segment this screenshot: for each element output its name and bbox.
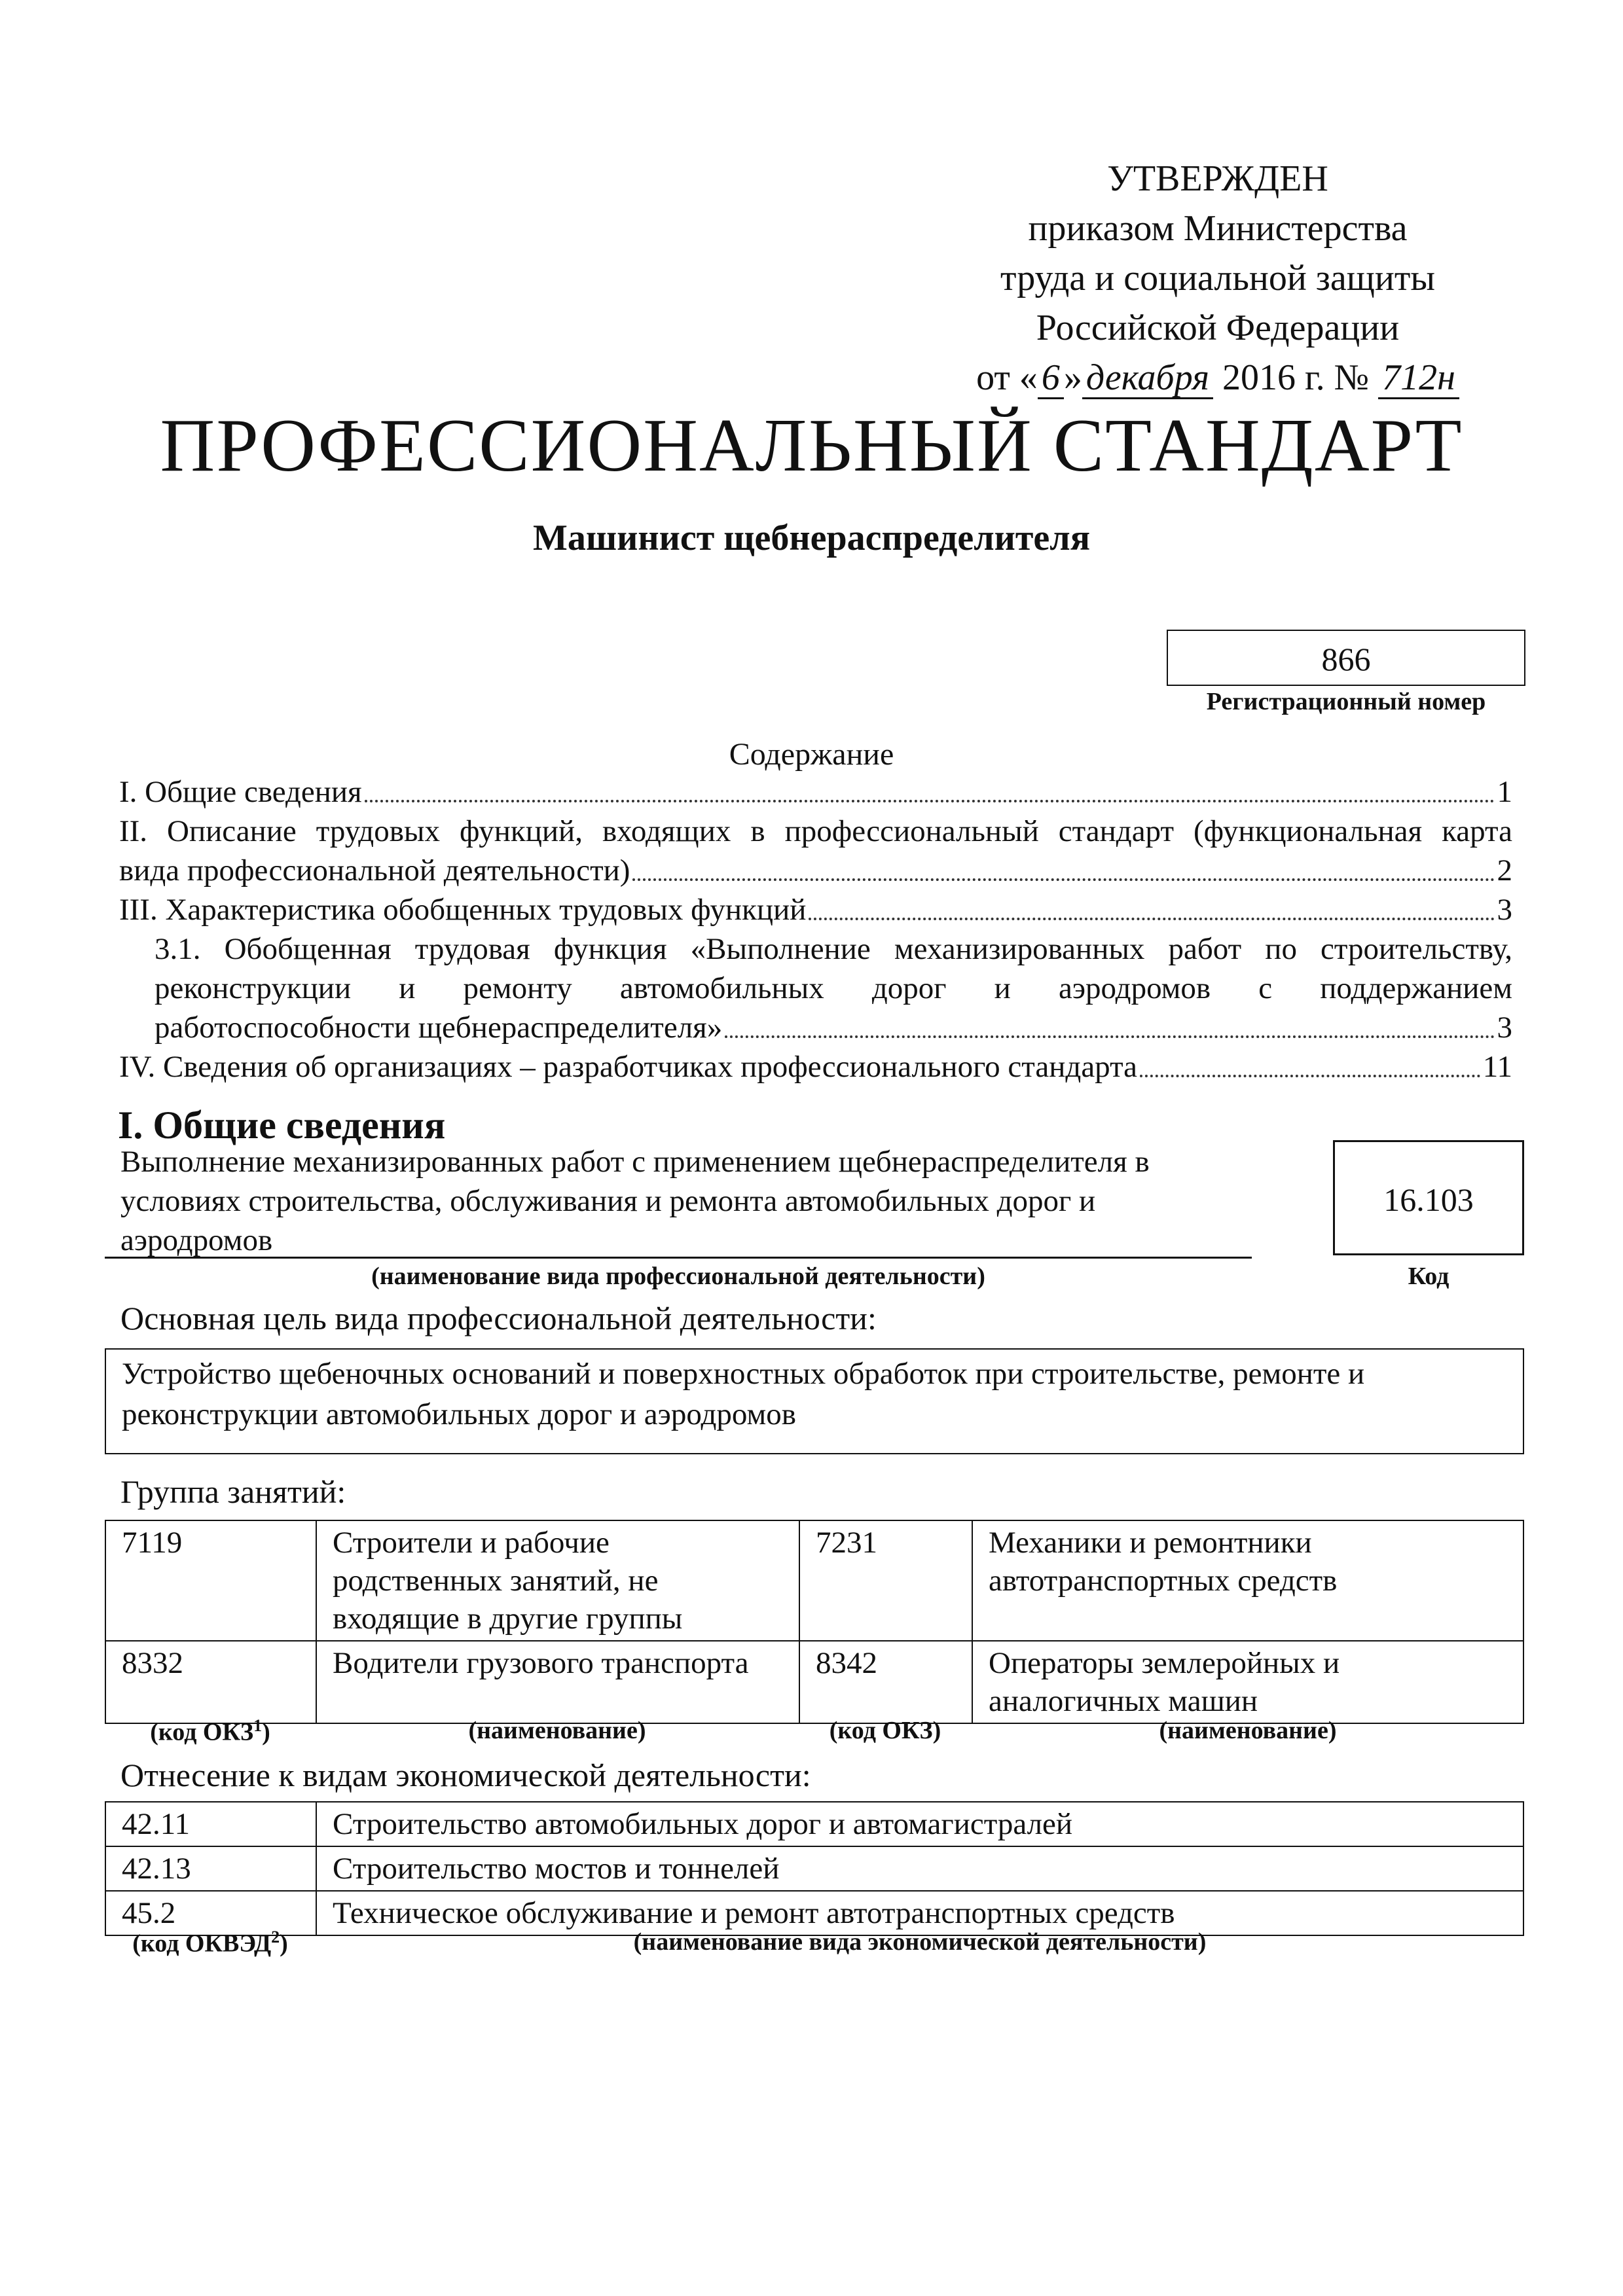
document-title: ПРОФЕССИОНАЛЬНЫЙ СТАНДАРТ bbox=[160, 404, 1463, 488]
cell-line: Водители грузового транспорта bbox=[333, 1646, 749, 1680]
toc-entry[interactable] bbox=[119, 851, 1512, 890]
caption-text: ) bbox=[280, 1929, 288, 1958]
activity-line: аэродромов bbox=[120, 1223, 273, 1257]
toc-entry-page: 3 bbox=[1497, 893, 1512, 927]
okz-code-cell: 7231 bbox=[799, 1520, 972, 1641]
occupation-name-cell bbox=[316, 1641, 799, 1723]
name-caption: (наименование) bbox=[1159, 1717, 1337, 1744]
toc-leader bbox=[632, 878, 1494, 881]
table-of-contents bbox=[119, 772, 1512, 1086]
occupation-name-cell bbox=[972, 1641, 1523, 1723]
cell-line: родственных занятий, не bbox=[333, 1564, 659, 1598]
approval-block bbox=[969, 154, 1467, 403]
toc-entry[interactable] bbox=[119, 1008, 1512, 1047]
okved-code-cell: 42.13 bbox=[105, 1846, 316, 1891]
goal-box bbox=[105, 1348, 1524, 1454]
approval-line: приказом Министерства bbox=[1028, 208, 1408, 249]
okz-code-cell: 8342 bbox=[799, 1641, 972, 1723]
toc-leader bbox=[1140, 1075, 1480, 1077]
approval-month: декабря bbox=[1082, 358, 1213, 399]
table-row bbox=[105, 1520, 1523, 1641]
toc-entry-text: IV. Сведения об организациях – разработчиках профессионального стандарта bbox=[119, 1050, 1138, 1084]
activity-code-box: 16.103 bbox=[1333, 1140, 1524, 1255]
table-row bbox=[105, 1802, 1523, 1846]
cell-line: Механики и ремонтники bbox=[989, 1526, 1312, 1560]
caption-text: ) bbox=[262, 1718, 270, 1746]
table-row bbox=[105, 1641, 1523, 1723]
okved-code-caption bbox=[105, 1928, 316, 1958]
cell-line: Строители и рабочие bbox=[333, 1526, 610, 1560]
approval-year: 2016 г. № bbox=[1222, 357, 1370, 398]
approval-mid: » bbox=[1063, 357, 1082, 398]
toc-entry-text[interactable]: II. Описание трудовых функций, входящих в профессиональный стандарт (функциональная карта bbox=[119, 814, 1512, 848]
toc-entry-page: 1 bbox=[1497, 775, 1512, 809]
toc-entry-text[interactable]: реконструкции и ремонту автомобильных дорог и аэродромов с поддержанием bbox=[155, 971, 1512, 1005]
cell-line: аналогичных машин bbox=[989, 1684, 1258, 1718]
toc-entry-text[interactable]: 3.1. Обобщенная трудовая функция «Выполнение механизированных работ по строительству, bbox=[155, 932, 1512, 966]
toc-entry-text: вида профессиональной деятельности) bbox=[119, 853, 630, 888]
footnote-mark[interactable]: 2 bbox=[271, 1928, 280, 1946]
okz-code-cell: 7119 bbox=[105, 1520, 316, 1641]
goal-label: Основная цель вида профессиональной деятельности: bbox=[120, 1300, 877, 1336]
okved-name-cell: Техническое обслуживание и ремонт автотранспортных средств bbox=[316, 1891, 1523, 1935]
okved-code-cell: 42.11 bbox=[105, 1802, 316, 1846]
caption-text: (код ОКЗ bbox=[150, 1718, 254, 1746]
toc-entry-text: I. Общие сведения bbox=[119, 775, 362, 809]
registration-number-label: Регистрационный номер bbox=[1206, 688, 1486, 715]
activity-caption: (наименование вида профессиональной деятельности) bbox=[371, 1263, 985, 1290]
okved-code-cell: 45.2 bbox=[105, 1891, 316, 1935]
toc-entry-page: 3 bbox=[1497, 1011, 1512, 1045]
toc-entry-page: 2 bbox=[1497, 853, 1512, 888]
cell-line: Операторы землеройных и bbox=[989, 1646, 1340, 1680]
cell-line: автотранспортных средств bbox=[989, 1564, 1338, 1598]
occupation-name-cell bbox=[316, 1520, 799, 1641]
okved-label: Отнесение к видам экономической деятельности: bbox=[120, 1757, 811, 1793]
section-title: I. Общие сведения bbox=[118, 1103, 446, 1147]
occupation-group-label: Группа занятий: bbox=[120, 1473, 346, 1510]
cell-line: входящие в другие группы bbox=[333, 1602, 683, 1636]
activity-line: условиях строительства, обслуживания и ремонта автомобильных дорог и bbox=[120, 1184, 1096, 1218]
okz-code-caption: (код ОКЗ) bbox=[829, 1717, 941, 1744]
caption-text: (код ОКВЭД bbox=[132, 1929, 272, 1958]
document-subtitle: Машинист щебнераспределителя bbox=[532, 518, 1091, 558]
okved-name-caption: (наименование вида экономической деятельности) bbox=[633, 1928, 1207, 1956]
approval-date-line bbox=[969, 353, 1467, 403]
approval-line: УТВЕРЖДЕН bbox=[1107, 158, 1328, 199]
okved-name-cell: Строительство автомобильных дорог и автомагистралей bbox=[316, 1802, 1523, 1846]
okz-code-caption bbox=[105, 1716, 316, 1747]
occupation-group-table bbox=[105, 1520, 1524, 1724]
approval-number: 712н bbox=[1378, 358, 1459, 399]
activity-underline bbox=[105, 1257, 1252, 1259]
approval-from: от « bbox=[976, 357, 1038, 398]
toc-entry-text: III. Характеристика обобщенных трудовых функций bbox=[119, 893, 807, 927]
registration-number-box: 866 bbox=[1167, 630, 1525, 686]
toc-entry-text: работоспособности щебнераспределителя» bbox=[155, 1011, 723, 1045]
occupation-name-cell bbox=[972, 1520, 1523, 1641]
okz-code-cell: 8332 bbox=[105, 1641, 316, 1723]
table-row bbox=[105, 1846, 1523, 1891]
activity-line: Выполнение механизированных работ с применением щебнераспределителя в bbox=[120, 1145, 1150, 1179]
approval-day: 6 bbox=[1038, 358, 1064, 399]
toc-leader bbox=[725, 1035, 1494, 1038]
toc-entry-page: 11 bbox=[1482, 1050, 1512, 1084]
okved-table bbox=[105, 1801, 1524, 1936]
okved-name-cell: Строительство мостов и тоннелей bbox=[316, 1846, 1523, 1891]
goal-line: Устройство щебеночных оснований и поверхностных обработок при строительстве, ремонте и bbox=[122, 1357, 1365, 1391]
activity-name bbox=[120, 1142, 1260, 1260]
approval-line: Российской Федерации bbox=[1036, 308, 1400, 348]
footnote-mark[interactable]: 1 bbox=[253, 1716, 263, 1735]
toc-entry[interactable] bbox=[119, 1047, 1512, 1086]
toc-entry[interactable] bbox=[119, 772, 1512, 812]
name-caption: (наименование) bbox=[468, 1717, 646, 1744]
toc-title: Содержание bbox=[729, 737, 894, 772]
code-caption: Код bbox=[1408, 1263, 1450, 1290]
toc-entry[interactable] bbox=[119, 890, 1512, 929]
toc-leader bbox=[809, 918, 1494, 920]
toc-leader bbox=[365, 800, 1495, 802]
approval-line: труда и социальной защиты bbox=[1000, 258, 1435, 298]
goal-line: реконструкции автомобильных дорог и аэродромов bbox=[122, 1397, 796, 1431]
